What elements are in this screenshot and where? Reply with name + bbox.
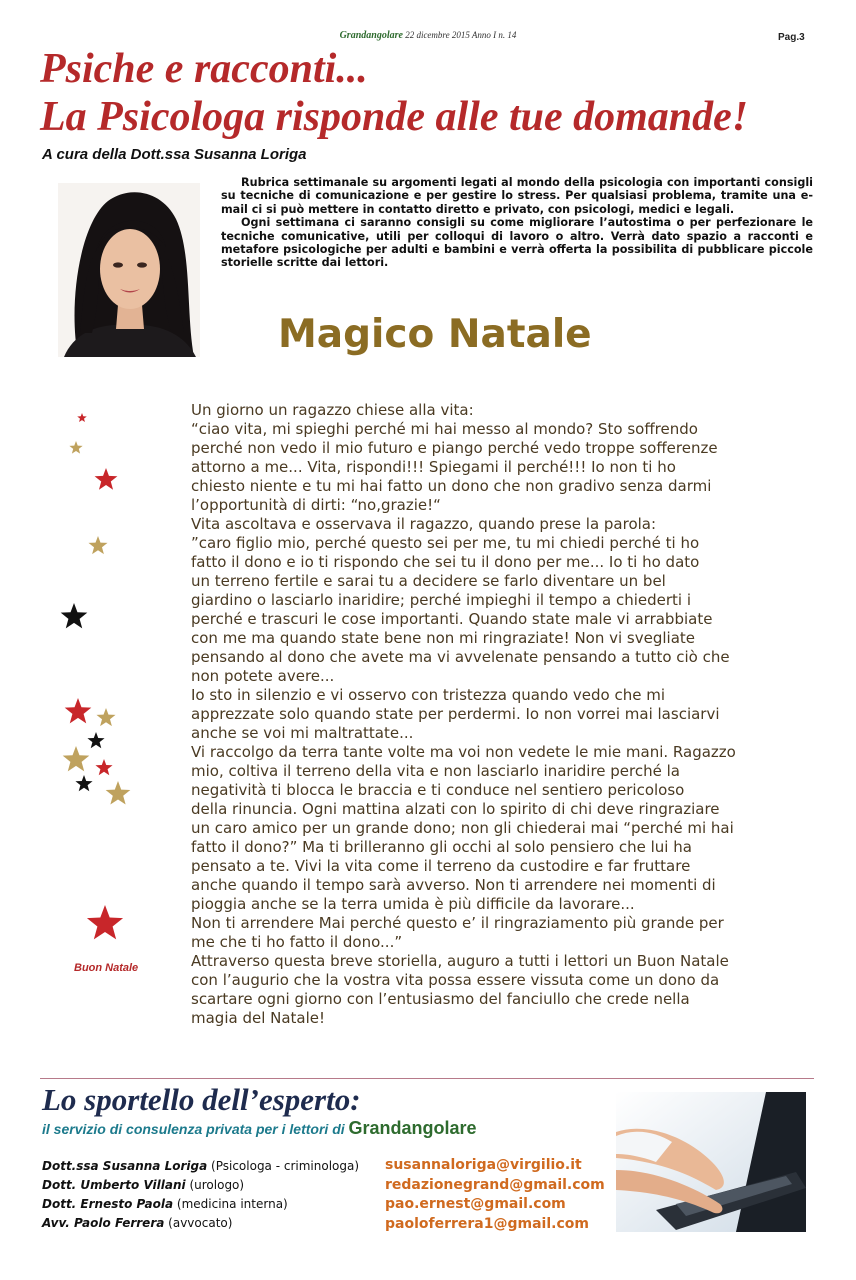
story-body [191,401,791,1028]
star-icon [62,746,90,774]
star-icon [60,603,88,631]
sportello-brand: Grandangolare [348,1118,477,1138]
story-line: Io sto in silenzio e vi osservo con tristezza quando vedo che mi [191,686,666,704]
star-icon [94,468,118,492]
story-line: chiesto niente e tu mi hai fatto un dono che non gradivo senza darmi [191,477,712,495]
email-link[interactable]: susannaloriga@virgilio.it [385,1157,582,1173]
story-line: un terreno fertile e sarai tu a decidere se farlo diventare un bel [191,572,666,590]
story-line: anche quando il tempo sarà avverso. Non ti arrendere nei momenti di [191,876,716,894]
story-line: perché non vedo il mio futuro e piango perché vedo troppe sofferenze [191,439,718,457]
story-line: anche se voi mi maltrattate... [191,724,414,742]
story-line: un caro amico per un grande dono; non gli chiederai mai “perché mi hai [191,819,734,837]
story-line: ”caro figlio mio, perché questo sei per me, tu mi chiedi perché ti ho [191,534,700,552]
intro-paragraph-2: Ogni settimana ci saranno consigli su come migliorare l’autostima o per perfezionare le tecniche comunicative, utili per colloqui di lavoro o altro. Verrà dato spazio a racconti e metafore psicologiche per adulti e bambini e verrà offerta la possibilita di pubblicare piccole storielle scritte dai lettori. [221,216,813,270]
story-line: attorno a me... Vita, rispondi!!! Spiegami il perché!!! Io non ti ho [191,458,676,476]
story-line: con me ma quando state bene non mi ringraziate! Non vi svegliate [191,629,696,647]
star-icon [86,905,124,943]
story-line: pioggia anche se la terra umida è più difficile da lavorare... [191,895,635,913]
story-line: Vi raccolgo da terra tante volte ma voi non vedete le mie mani. Ragazzo [191,743,736,761]
story-line: magia del Natale! [191,1009,326,1027]
byline: A cura della Dott.ssa Susanna Loriga [42,146,307,163]
story-line: Un giorno un ragazzo chiese alla vita: [191,401,474,419]
story-line: con l’augurio che la vostra vita possa essere vissuta come un dono da [191,971,720,989]
story-line: Vita ascoltava e osservava il ragazzo, quando prese la parola: [191,515,657,533]
star-icon [88,536,108,556]
sportello-subtitle-text: il servizio di consulenza privata per i lettori di [42,1121,345,1137]
laptop-hands-illustration [616,1092,806,1232]
expert-role: (medicina interna) [176,1197,288,1211]
page-number: Pag.3 [778,32,805,43]
page-title-line-1: Psiche e racconti... [40,46,368,92]
story-line: l’opportunità di dirti: “no,grazie!“ [191,496,441,514]
section-divider [40,1078,814,1079]
story-line: mio, coltiva il terreno della vita e non lasciarlo inaridire perché la [191,762,680,780]
sportello-subtitle [42,1118,477,1139]
expert-row [42,1176,359,1195]
story-line: negatività ti blocca le braccia e ti conduce nel sentiero pericoloso [191,781,685,799]
story-line: fatto il dono e io ti rispondo che sei tu il dono per me... Io ti ho dato [191,553,700,571]
expert-role: (avvocato) [168,1216,233,1230]
intro-paragraph-1: Rubrica settimanale su argomenti legati al mondo della psicologia con importanti consigli su tecniche di comunicazione e per gestire lo stress. Per qualsiasi problema, tramite una e-mail ci si può mettere in contatto diretto e privato, con psicologi, medici e legali. [221,176,813,216]
story-line: fatto il dono?” Ma ti brilleranno gli occhi al solo pensiero che lui ha [191,838,692,856]
story-line: scartare ogni giorno con l’entusiasmo del fanciullo che crede nella [191,990,690,1008]
email-link[interactable]: paoloferrera1@gmail.com [385,1215,589,1232]
expert-name: Dott. Umberto Villani [42,1178,186,1192]
intro-text [221,176,813,270]
expert-row [42,1195,359,1214]
star-icon [95,759,113,777]
email-link[interactable]: pao.ernest@gmail.com [385,1196,566,1212]
expert-name: Dott. Ernesto Paola [42,1197,174,1211]
experts-list [42,1157,359,1233]
star-icon [64,698,92,726]
buon-natale-caption: Buon Natale [74,962,139,974]
story-line: pensato a te. Vivi la vita come il terreno da custodire e far fruttare [191,857,691,875]
star-icon [69,441,83,455]
expert-role: (urologo) [189,1178,245,1192]
star-icon [105,781,131,807]
expert-name: Avv. Paolo Ferrera [42,1216,165,1230]
page-title-line-2: La Psicologa risponde alle tue domande! [40,94,749,140]
story-line: perché e trascuri le cose importanti. Quando state male vi arrabbiate [191,610,713,628]
story-line: non potete avere... [191,667,335,685]
story-line: apprezzate solo quando state per perdermi. Io non vorrei mai lasciarvi [191,705,720,723]
masthead [0,30,856,41]
story-line: me che ti ho fatto il dono...” [191,933,403,951]
author-portrait [58,183,200,357]
story-title: Magico Natale [278,312,592,357]
expert-row [42,1214,359,1233]
masthead-issue: 22 dicembre 2015 Anno I n. 14 [405,30,517,40]
expert-row [42,1157,359,1176]
expert-name: Dott.ssa Susanna Loriga [42,1159,208,1173]
laptop-photo [616,1092,806,1232]
star-icon [75,775,93,793]
story-line: “ciao vita, mi spieghi perché mi hai messo al mondo? Sto soffrendo [191,420,698,438]
email-link[interactable]: redazionegrand@gmail.com [385,1176,605,1193]
expert-role: (Psicologa - criminologa) [211,1159,360,1173]
star-icon [77,413,87,423]
story-line: della rinuncia. Ogni mattina alzati con lo spirito di chi deve ringraziare [191,800,720,818]
story-line: pensando al dono che avete ma vi avvelenate pensando a tutto ciò che [191,648,730,666]
story-line: Non ti arrendere Mai perché questo e’ il ringraziamento più grande per [191,914,724,932]
sportello-title: Lo sportello dell’esperto: [42,1082,361,1117]
emails-list [385,1156,605,1234]
author-photo [58,183,200,357]
story-line: giardino o lasciarlo inaridire; perché impieghi il tempo a chiederti i [191,591,692,609]
masthead-brand: Grandangolare [339,30,403,41]
story-line: Attraverso questa breve storiella, auguro a tutti i lettori un Buon Natale [191,952,729,970]
star-icon [96,708,116,728]
